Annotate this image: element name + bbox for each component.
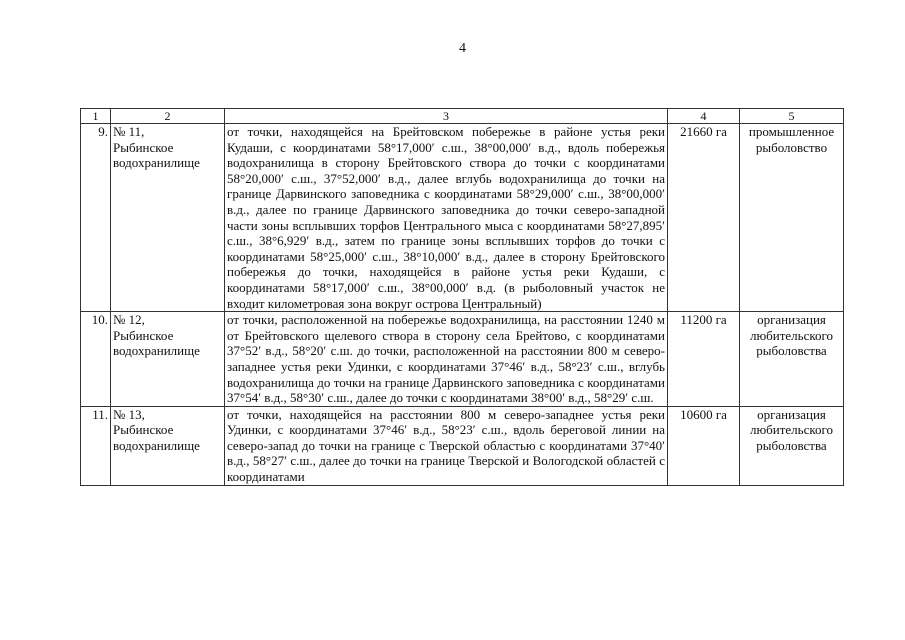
table-row [81,124,844,312]
usage-purpose: организация любительского рыболовства [740,406,844,485]
usage-purpose: организация любительского рыболовства [740,312,844,407]
area-name-line: Рыбинское [113,327,174,343]
header-col-4: 4 [668,109,740,124]
area-name [111,124,225,312]
fishing-areas-table [80,108,844,486]
header-col-2: 2 [111,109,225,124]
usage-purpose: промышленное рыболовство [740,124,844,312]
area-name-line: водохранилище [113,155,200,171]
row-number: 10. [81,312,111,407]
area-name-line: Рыбинское [113,139,174,155]
area-size: 11200 га [668,312,740,407]
boundary-description: от точки, находящейся на расстоянии 800 м северо-западнее устья реки Удинки, с координатами 37°46′ в.д., 58°23′ с.ш., вдоль береговой линии на северо-запад до точки на границе с Тверской областью с координатами 37°40′ в.д., 58°27′ с.ш., далее до точки на границе Тверской и Вологодской областей с координатами [225,406,668,485]
area-name [111,312,225,407]
header-row [81,109,844,124]
boundary-description: от точки, расположенной на побережье водохранилища, на расстоянии 1240 м от Брейтовского щелевого створа в сторону села Брейтово, с координатами 37°52′ в.д., 58°20′ с.ш. до точки, расположенной на расстоянии 800 м северо-западнее устья реки Удинки, с координатами 37°46′ в.д., 58°23′ с.ш., вглубь водохранилища до точки на границе Дарвинского заповедника с координатами 37°54′ в.д., 58°30′ с.ш., далее до точки с координатами 38°00′ в.д., 58°29′ с.ш. [225,312,668,407]
area-name-line: водохранилище [113,437,200,453]
table-row [81,312,844,407]
header-col-5: 5 [740,109,844,124]
table-row [81,406,844,485]
area-name-line: Рыбинское [113,422,174,438]
area-size: 10600 га [668,406,740,485]
area-name-line: водохранилище [113,343,200,359]
area-size: 21660 га [668,124,740,312]
row-number: 9. [81,124,111,312]
header-col-1: 1 [81,109,111,124]
page-number: 4 [459,41,466,56]
header-col-3: 3 [225,109,668,124]
area-name-line: № 11, [113,124,145,139]
area-name-line: № 12, [113,312,145,328]
area-name-line: № 13, [113,406,145,422]
row-number: 11. [81,406,111,485]
area-name [111,406,225,485]
boundary-description: от точки, находящейся на Брейтовском побережье в районе устья реки Кудаши, с координатами 58°17,000′ с.ш., 38°00,000′ в.д., вдоль побережья водохранилища в сторону Брейтовского створа до точки с координатами 58°20,000′ с.ш., 37°52,000′ в.д., далее вглубь водохранилища до точки на границе Дарвинского заповедника с координатами 58°29,000′ с.ш., 38°00,000′ в.д., далее по границе Дарвинского заповедника до точки северо-западной части зоны всплывших торфов Центрального мыса с координатами 58°27,895′ с.ш., 38°6,929′ в.д., затем по границе зоны всплывших торфов до точки с координатами 58°25,000′ с.ш., 38°10,000′ в.д., далее в сторону Брейтовского побережья до точки, находящейся в районе устья реки Кудаши, с координатами 58°17,000′ с.ш., 38°00,000′ в.д. (в рыболовный участок не входит километровая зона вокруг острова Центральный) [225,124,668,312]
